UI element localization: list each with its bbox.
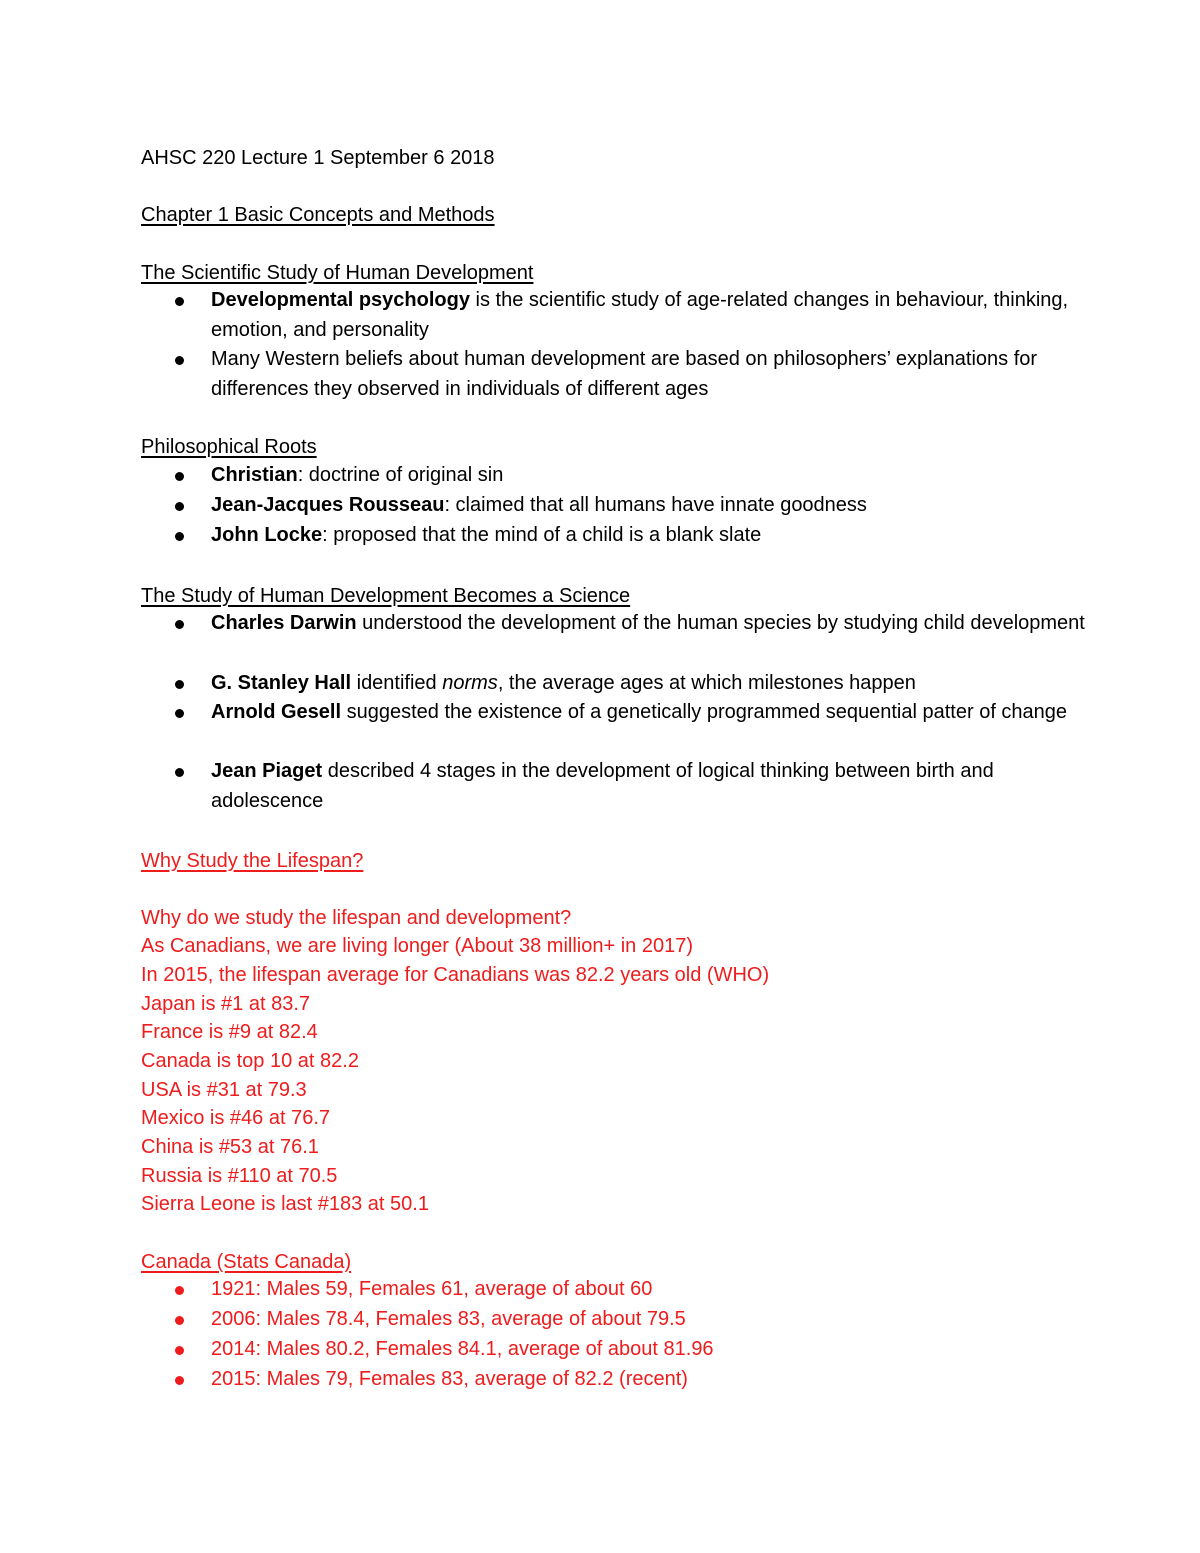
chapter-heading: Chapter 1 Basic Concepts and Methods bbox=[141, 204, 495, 226]
list-item: Christian: doctrine of original sin bbox=[211, 464, 504, 486]
bullet-icon bbox=[175, 680, 184, 689]
list-item: Charles Darwin understood the development of the human species by studying child development bbox=[211, 612, 1085, 634]
bullet-icon bbox=[175, 1286, 184, 1295]
list-item: Jean Piaget described 4 stages in the development of logical thinking between birth and adolescence bbox=[211, 760, 994, 812]
list-item: 2006: Males 78.4, Females 83, average of about 79.5 bbox=[211, 1308, 686, 1330]
document-title: AHSC 220 Lecture 1 September 6 2018 bbox=[141, 147, 495, 169]
section-heading-becomes-science: The Study of Human Development Becomes a Science bbox=[141, 585, 631, 607]
bullet-icon bbox=[175, 620, 184, 629]
list-item: 2014: Males 80.2, Females 84.1, average of about 81.96 bbox=[211, 1338, 714, 1360]
bullet-icon bbox=[175, 1346, 184, 1355]
list-item: 1921: Males 59, Females 61, average of about 60 bbox=[211, 1278, 653, 1300]
list-item: 2015: Males 79, Females 83, average of 82.2 (recent) bbox=[211, 1368, 688, 1390]
text-line: In 2015, the lifespan average for Canadians was 82.2 years old (WHO) bbox=[141, 964, 770, 986]
bullet-icon bbox=[175, 709, 184, 718]
text-line: Sierra Leone is last #183 at 50.1 bbox=[141, 1193, 429, 1215]
bullet-icon bbox=[175, 1316, 184, 1325]
text-line: USA is #31 at 79.3 bbox=[141, 1079, 307, 1101]
list-item: Developmental psychology is the scientific study of age-related changes in behaviour, thinking, emotion, and personality bbox=[211, 289, 1069, 341]
list-item: Arnold Gesell suggested the existence of a genetically programmed sequential patter of change bbox=[211, 701, 1068, 723]
text-line: Why do we study the lifespan and development? bbox=[141, 907, 572, 929]
bullet-icon bbox=[175, 472, 184, 481]
section-heading-canada-stats: Canada (Stats Canada) bbox=[141, 1251, 352, 1273]
section-heading-scientific-study: The Scientific Study of Human Development bbox=[141, 262, 534, 284]
bullet-icon bbox=[175, 532, 184, 541]
text-line: China is #53 at 76.1 bbox=[141, 1136, 319, 1158]
text-line: Mexico is #46 at 76.7 bbox=[141, 1107, 330, 1129]
list-item: G. Stanley Hall identified norms, the average ages at which milestones happen bbox=[211, 672, 916, 694]
text-line: Russia is #110 at 70.5 bbox=[141, 1165, 338, 1187]
bullet-icon bbox=[175, 1376, 184, 1385]
text-line: As Canadians, we are living longer (About 38 million+ in 2017) bbox=[141, 935, 693, 957]
list-item: Jean-Jacques Rousseau: claimed that all humans have innate goodness bbox=[211, 494, 867, 516]
list-item: John Locke: proposed that the mind of a child is a blank slate bbox=[211, 524, 762, 546]
section-heading-philosophical-roots: Philosophical Roots bbox=[141, 436, 317, 458]
text-line: Japan is #1 at 83.7 bbox=[141, 993, 311, 1015]
text-line: Canada is top 10 at 82.2 bbox=[141, 1050, 359, 1072]
bullet-icon bbox=[175, 297, 184, 306]
list-item: Many Western beliefs about human development are based on philosophers’ explanations for differences they observed in individuals of different ages bbox=[211, 348, 1038, 400]
section-heading-why-study-lifespan: Why Study the Lifespan? bbox=[141, 850, 364, 872]
bullet-icon bbox=[175, 768, 184, 777]
bullet-icon bbox=[175, 356, 184, 365]
text-line: France is #9 at 82.4 bbox=[141, 1021, 318, 1043]
bullet-icon bbox=[175, 502, 184, 511]
